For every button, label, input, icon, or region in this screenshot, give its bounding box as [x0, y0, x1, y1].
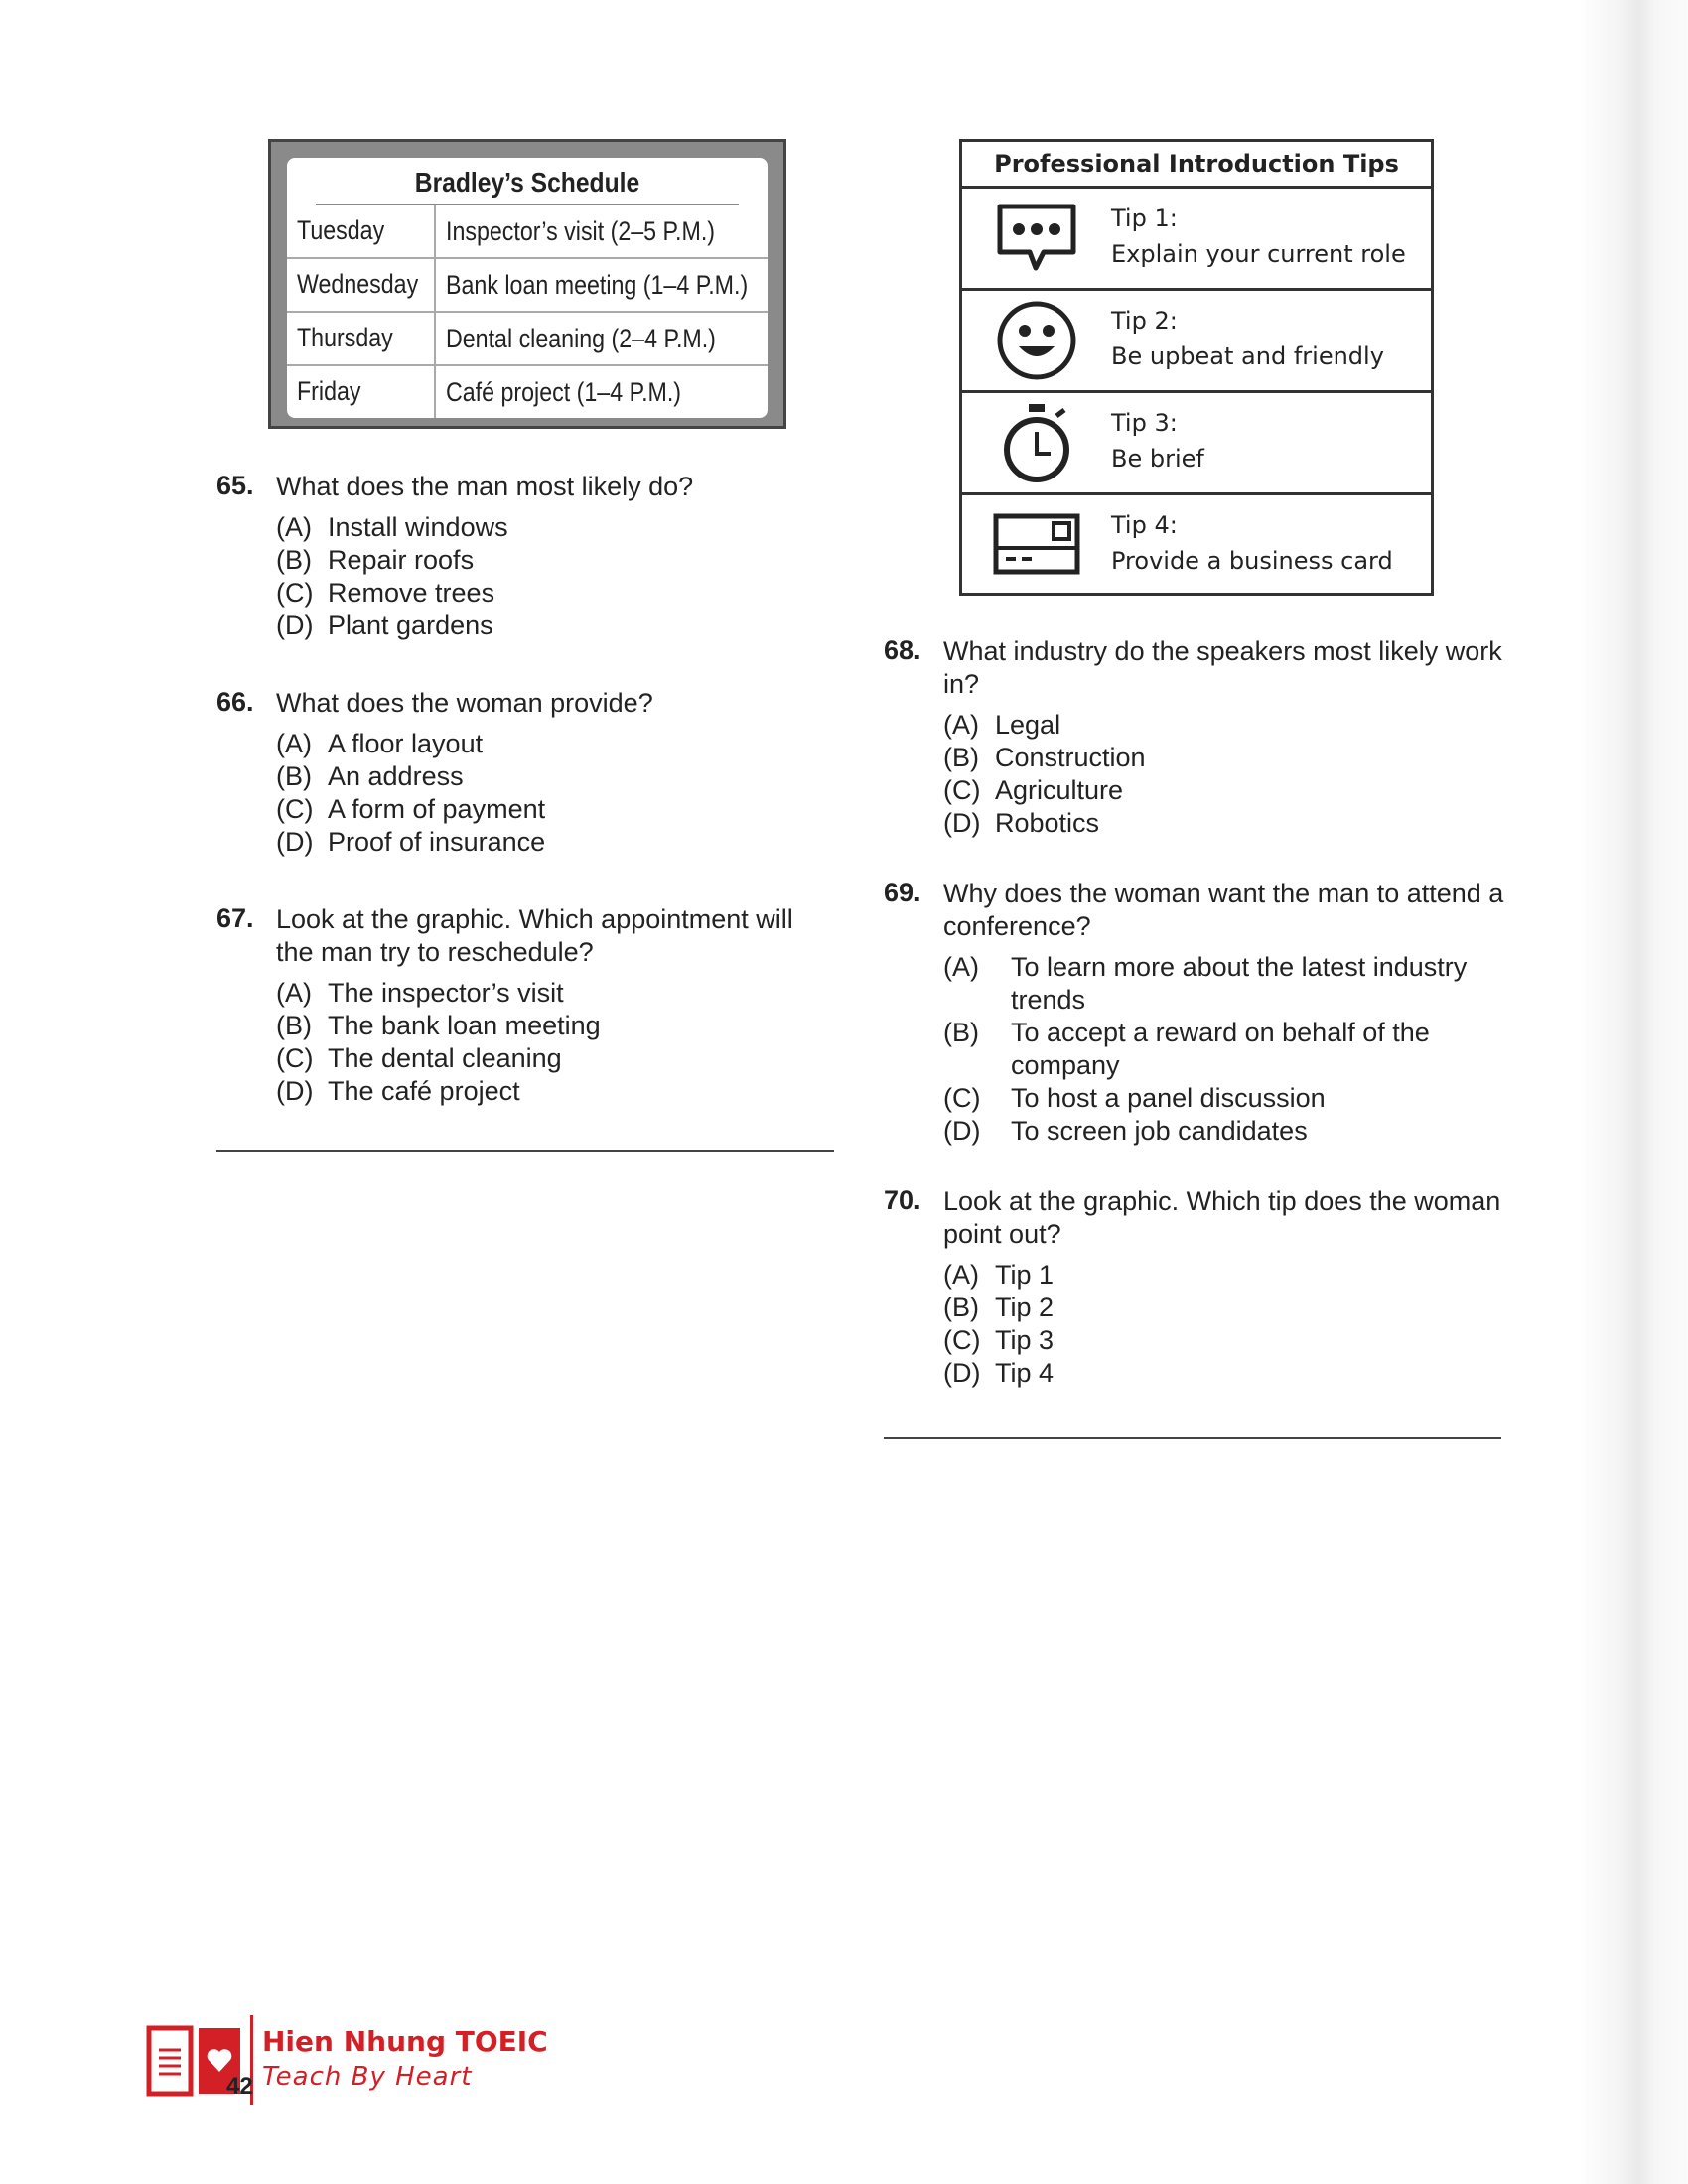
- question-text: Look at the graphic. Which tip does the woman point out?: [943, 1186, 1501, 1249]
- answer-option[interactable]: (A) The inspector’s visit: [276, 978, 564, 1008]
- answer-option[interactable]: (D) To screen job candidates: [943, 1116, 1308, 1146]
- schedule-row: [287, 259, 768, 313]
- question-text: Look at the graphic. Which appointment will the man try to reschedule?: [276, 904, 793, 967]
- answer-option[interactable]: (C) Remove trees: [276, 578, 495, 608]
- stopwatch-icon: [962, 393, 1111, 492]
- answer-options: [884, 951, 1509, 1148]
- tip-description: Explain your current role: [1111, 240, 1406, 268]
- schedule-title: Bradley’s Schedule: [316, 158, 739, 205]
- answer-option[interactable]: (C) The dental cleaning: [276, 1043, 562, 1073]
- tip-row: [962, 393, 1431, 495]
- question-text: What industry do the speakers most likely work in?: [943, 636, 1502, 699]
- question-70: [884, 1185, 1509, 1390]
- smiley-face-icon: [962, 291, 1111, 390]
- tips-graphic: [959, 139, 1434, 596]
- answer-option[interactable]: (A) A floor layout: [276, 729, 484, 758]
- schedule-day: Wednesday: [297, 269, 419, 299]
- answer-option[interactable]: (B) Construction: [943, 743, 1146, 772]
- schedule-day: Thursday: [297, 323, 393, 352]
- tip-description: Provide a business card: [1111, 547, 1393, 575]
- schedule-event: Bank loan meeting (1–4 P.M.): [446, 270, 749, 300]
- answer-option[interactable]: (C) A form of payment: [276, 794, 546, 824]
- answer-option[interactable]: (B) To accept a reward on behalf of the company: [943, 1018, 1430, 1080]
- question-67: [216, 903, 837, 1108]
- schedule-day: Friday: [297, 376, 361, 406]
- question-number: 67.: [216, 903, 254, 933]
- answer-option[interactable]: (D) Plant gardens: [276, 611, 493, 640]
- left-column: [216, 139, 837, 1108]
- question-number: 68.: [884, 635, 921, 665]
- tip-description: Be brief: [1111, 445, 1204, 473]
- page-edge-shadow: [1579, 0, 1688, 2184]
- tips-title: Professional Introduction Tips: [962, 142, 1431, 189]
- question-number: 70.: [884, 1185, 921, 1215]
- question-text: Why does the woman want the man to attend a conference?: [943, 879, 1504, 941]
- question-69: [884, 878, 1509, 1148]
- answer-option[interactable]: (C) Tip 3: [943, 1325, 1055, 1355]
- right-column: [884, 139, 1509, 1390]
- answer-option[interactable]: (B) Tip 2: [943, 1293, 1055, 1322]
- page-number: 42: [226, 2073, 253, 2100]
- schedule-graphic: [268, 139, 786, 429]
- brand-name: Hien Nhung TOEIC: [262, 2025, 548, 2058]
- answer-option[interactable]: (C) Agriculture: [943, 775, 1124, 805]
- section-divider: [884, 1437, 1501, 1439]
- answer-option[interactable]: (D) The café project: [276, 1076, 520, 1106]
- schedule-event: Inspector’s visit (2–5 P.M.): [446, 216, 716, 246]
- answer-option[interactable]: (D) Proof of insurance: [276, 827, 546, 857]
- answer-option[interactable]: (B) The bank loan meeting: [276, 1011, 601, 1040]
- tip-description: Be upbeat and friendly: [1111, 342, 1384, 370]
- question-68: [884, 635, 1509, 840]
- answer-option[interactable]: (C) To host a panel discussion: [943, 1083, 1326, 1113]
- tip-row: [962, 189, 1431, 291]
- section-divider: [216, 1150, 834, 1152]
- answer-option[interactable]: (B) An address: [276, 761, 464, 791]
- answer-options: [216, 511, 837, 642]
- schedule-event: Dental cleaning (2–4 P.M.): [446, 324, 716, 353]
- schedule-row: [287, 366, 768, 418]
- answer-option[interactable]: (A) Install windows: [276, 512, 508, 542]
- question-number: 65.: [216, 471, 254, 500]
- brand-tagline: Teach By Heart: [262, 2062, 473, 2092]
- schedule-day: Tuesday: [297, 215, 385, 245]
- schedule-table: [287, 158, 768, 418]
- schedule-event: Café project (1–4 P.M.): [446, 377, 682, 407]
- tip-row: [962, 291, 1431, 393]
- tip-row: [962, 495, 1431, 593]
- tip-label: Tip 4:: [1111, 511, 1178, 539]
- tip-label: Tip 1:: [1111, 205, 1178, 232]
- answer-options: [884, 1259, 1509, 1390]
- question-text: What does the man most likely do?: [276, 472, 694, 501]
- question-number: 69.: [884, 878, 921, 907]
- answer-option[interactable]: (A) Legal: [943, 710, 1061, 740]
- schedule-row: [287, 313, 768, 366]
- answer-options: [884, 709, 1509, 840]
- schedule-row: [287, 205, 768, 259]
- answer-option[interactable]: (A) To learn more about the latest industry trends: [943, 952, 1468, 1015]
- question-text: What does the woman provide?: [276, 688, 653, 718]
- business-card-icon: [962, 495, 1111, 593]
- answer-option[interactable]: (B) Repair roofs: [276, 545, 475, 575]
- tip-label: Tip 3:: [1111, 409, 1178, 437]
- answer-option[interactable]: (D) Robotics: [943, 808, 1100, 838]
- brand-logo: [145, 2015, 592, 2105]
- question-number: 66.: [216, 687, 254, 717]
- question-66: [216, 687, 837, 859]
- question-65: [216, 471, 837, 642]
- answer-option[interactable]: (A) Tip 1: [943, 1260, 1055, 1290]
- answer-options: [216, 728, 837, 859]
- speech-bubble-icon: [962, 189, 1111, 288]
- answer-option[interactable]: (D) Tip 4: [943, 1358, 1055, 1388]
- answer-options: [216, 977, 837, 1108]
- tip-label: Tip 2:: [1111, 307, 1178, 335]
